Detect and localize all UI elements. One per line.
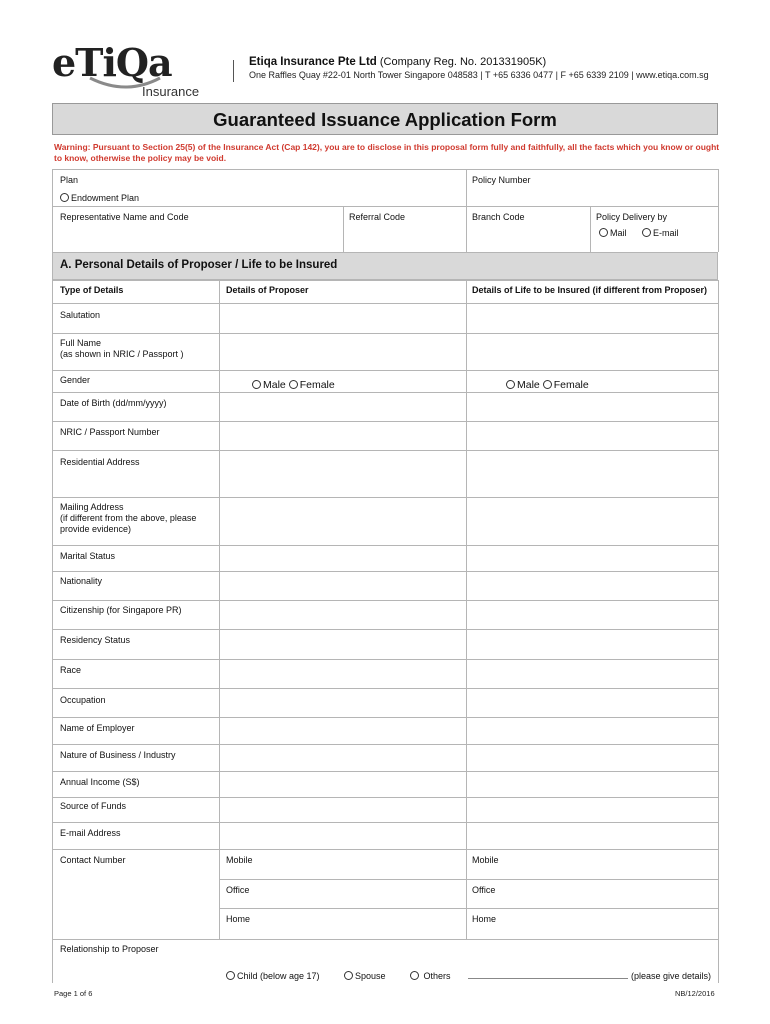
branch-label: Branch Code: [472, 212, 525, 222]
rel-child-option[interactable]: [226, 971, 320, 982]
row-funds: Source of Funds: [60, 801, 127, 811]
radio-icon[interactable]: [344, 971, 353, 980]
radio-icon[interactable]: [226, 971, 235, 980]
grid-line: [466, 280, 467, 939]
plan-option-endowment[interactable]: [60, 193, 139, 204]
row-employer: Name of Employer: [60, 723, 135, 733]
grid-line: [52, 629, 718, 630]
delivery-mail-option[interactable]: [599, 228, 627, 239]
female-label: Female: [299, 379, 335, 391]
row-residential: Residential Address: [60, 457, 140, 467]
grid-line: [52, 497, 718, 498]
male-label: Male: [263, 379, 286, 391]
others-label: Others: [423, 971, 451, 981]
row-mailing: Mailing Address: [60, 502, 124, 512]
company-name: Etiqa Insurance Pte Ltd: [249, 56, 377, 68]
row-email: E-mail Address: [60, 828, 121, 838]
grid-line: [52, 545, 718, 546]
warning-text: Warning: Pursuant to Section 25(5) of the Insurance Act (Cap 142), you are to disclose in this proposal form fully and faithfully, all the facts which you know or ought to know, otherwise the policy may be void.: [54, 142, 720, 163]
policy-number-label: Policy Number: [472, 175, 531, 185]
grid-line: [219, 280, 220, 939]
life-home-label: Home: [472, 914, 497, 924]
grid-line: [52, 392, 718, 393]
grid-line: [52, 169, 53, 252]
etiqa-logo: [52, 40, 212, 102]
form-code: NB/12/2016: [675, 989, 715, 998]
grid-line: [52, 744, 718, 745]
row-income: Annual Income (S$): [60, 777, 140, 787]
grid-line: [52, 280, 53, 983]
life-office-label: Office: [472, 885, 496, 895]
radio-icon[interactable]: [289, 380, 298, 389]
endowment-radio-icon[interactable]: [60, 193, 69, 202]
radio-icon[interactable]: [410, 971, 419, 980]
grid-line: [52, 688, 718, 689]
grid-line: [466, 169, 467, 252]
radio-icon[interactable]: [543, 380, 552, 389]
grid-line: [219, 908, 718, 909]
male-label: Male: [517, 379, 540, 391]
form-title: Guaranteed Issuance Application Form: [52, 103, 718, 135]
proposer-male-option[interactable]: [252, 379, 286, 391]
row-business: Nature of Business / Industry: [60, 750, 176, 760]
referral-label: Referral Code: [349, 212, 406, 222]
spouse-label: Spouse: [355, 971, 386, 981]
life-mobile-label: Mobile: [472, 855, 499, 865]
proposer-mobile-label: Mobile: [226, 855, 253, 865]
grid-line: [590, 206, 591, 252]
grid-line: [52, 659, 718, 660]
life-female-option[interactable]: [543, 379, 589, 391]
row-nationality: Nationality: [60, 576, 103, 586]
grid-line: [718, 280, 719, 983]
row-mailing-note2: provide evidence): [60, 524, 132, 534]
life-male-option[interactable]: [506, 379, 540, 391]
company-name-line: [249, 56, 546, 68]
grid-line: [52, 333, 718, 334]
life-gender-options: [506, 379, 589, 391]
grid-line: [52, 169, 718, 170]
mail-label: Mail: [610, 228, 627, 238]
row-gender: Gender: [60, 375, 91, 385]
row-full-name: Full Name: [60, 338, 102, 348]
grid-line: [52, 849, 718, 850]
row-contact: Contact Number: [60, 855, 126, 865]
grid-line: [52, 771, 718, 772]
row-dob: Date of Birth (dd/mm/yyyy): [60, 398, 167, 408]
grid-line: [52, 822, 718, 823]
grid-line: [52, 206, 718, 207]
grid-line: [52, 421, 718, 422]
proposer-gender-options: [252, 379, 335, 391]
grid-line: [219, 879, 718, 880]
company-reg: (Company Reg. No. 201331905K): [379, 56, 547, 68]
section-a-title: A. Personal Details of Proposer / Life to be Insured: [60, 259, 338, 271]
rel-details-note: (please give details): [631, 971, 712, 981]
grid-line: [52, 600, 718, 601]
row-marital: Marital Status: [60, 551, 116, 561]
delivery-email-option[interactable]: [642, 228, 679, 239]
grid-line: [343, 206, 344, 252]
section-a-header: [52, 252, 718, 280]
logo-wordmark: eTiQa: [52, 40, 172, 85]
proposer-female-option[interactable]: [289, 379, 335, 391]
grid-line: [52, 717, 718, 718]
grid-line: [52, 571, 718, 572]
row-nric: NRIC / Passport Number: [60, 427, 160, 437]
logo-subtitle: Insurance: [142, 84, 200, 99]
mail-radio-icon[interactable]: [599, 228, 608, 237]
plan-label: Plan: [60, 175, 79, 185]
page-number: Page 1 of 6: [54, 989, 93, 998]
endowment-label: Endowment Plan: [71, 193, 140, 203]
others-details-line[interactable]: [468, 978, 628, 979]
row-relationship: Relationship to Proposer: [60, 944, 159, 954]
grid-line: [52, 370, 718, 371]
proposer-office-label: Office: [226, 885, 250, 895]
col-life-header: Details of Life to be Insured (if different from Proposer): [472, 285, 708, 295]
child-label: Child (below age 17): [237, 971, 320, 981]
row-residency: Residency Status: [60, 635, 131, 645]
company-address: One Raffles Quay #22-01 North Tower Singapore 048583 | T +65 6336 0477 | F +65 6339 2109 | www.etiqa.com.sg: [249, 70, 709, 80]
rep-label: Representative Name and Code: [60, 212, 189, 222]
grid-line: [52, 450, 718, 451]
grid-line: [52, 797, 718, 798]
delivery-label: Policy Delivery by: [596, 212, 668, 222]
row-salutation: Salutation: [60, 310, 101, 320]
row-mailing-note1: (if different from the above, please: [60, 513, 197, 523]
grid-line: [718, 169, 719, 252]
grid-line: [52, 280, 718, 281]
col-proposer-header: Details of Proposer: [226, 285, 309, 295]
row-citizenship: Citizenship (for Singapore PR): [60, 605, 182, 615]
email-radio-icon[interactable]: [642, 228, 651, 237]
col-type-header: Type of Details: [60, 285, 124, 295]
grid-line: [52, 303, 718, 304]
row-occupation: Occupation: [60, 695, 106, 705]
proposer-home-label: Home: [226, 914, 251, 924]
row-race: Race: [60, 665, 82, 675]
grid-line: [52, 939, 718, 940]
rel-spouse-option[interactable]: [344, 971, 386, 982]
row-full-name-note: (as shown in NRIC / Passport ): [60, 349, 184, 359]
header-divider: [233, 60, 234, 82]
radio-icon[interactable]: [252, 380, 261, 389]
email-delivery-label: E-mail: [653, 228, 679, 238]
rel-others-option[interactable]: [410, 971, 451, 982]
radio-icon[interactable]: [506, 380, 515, 389]
female-label: Female: [553, 379, 589, 391]
